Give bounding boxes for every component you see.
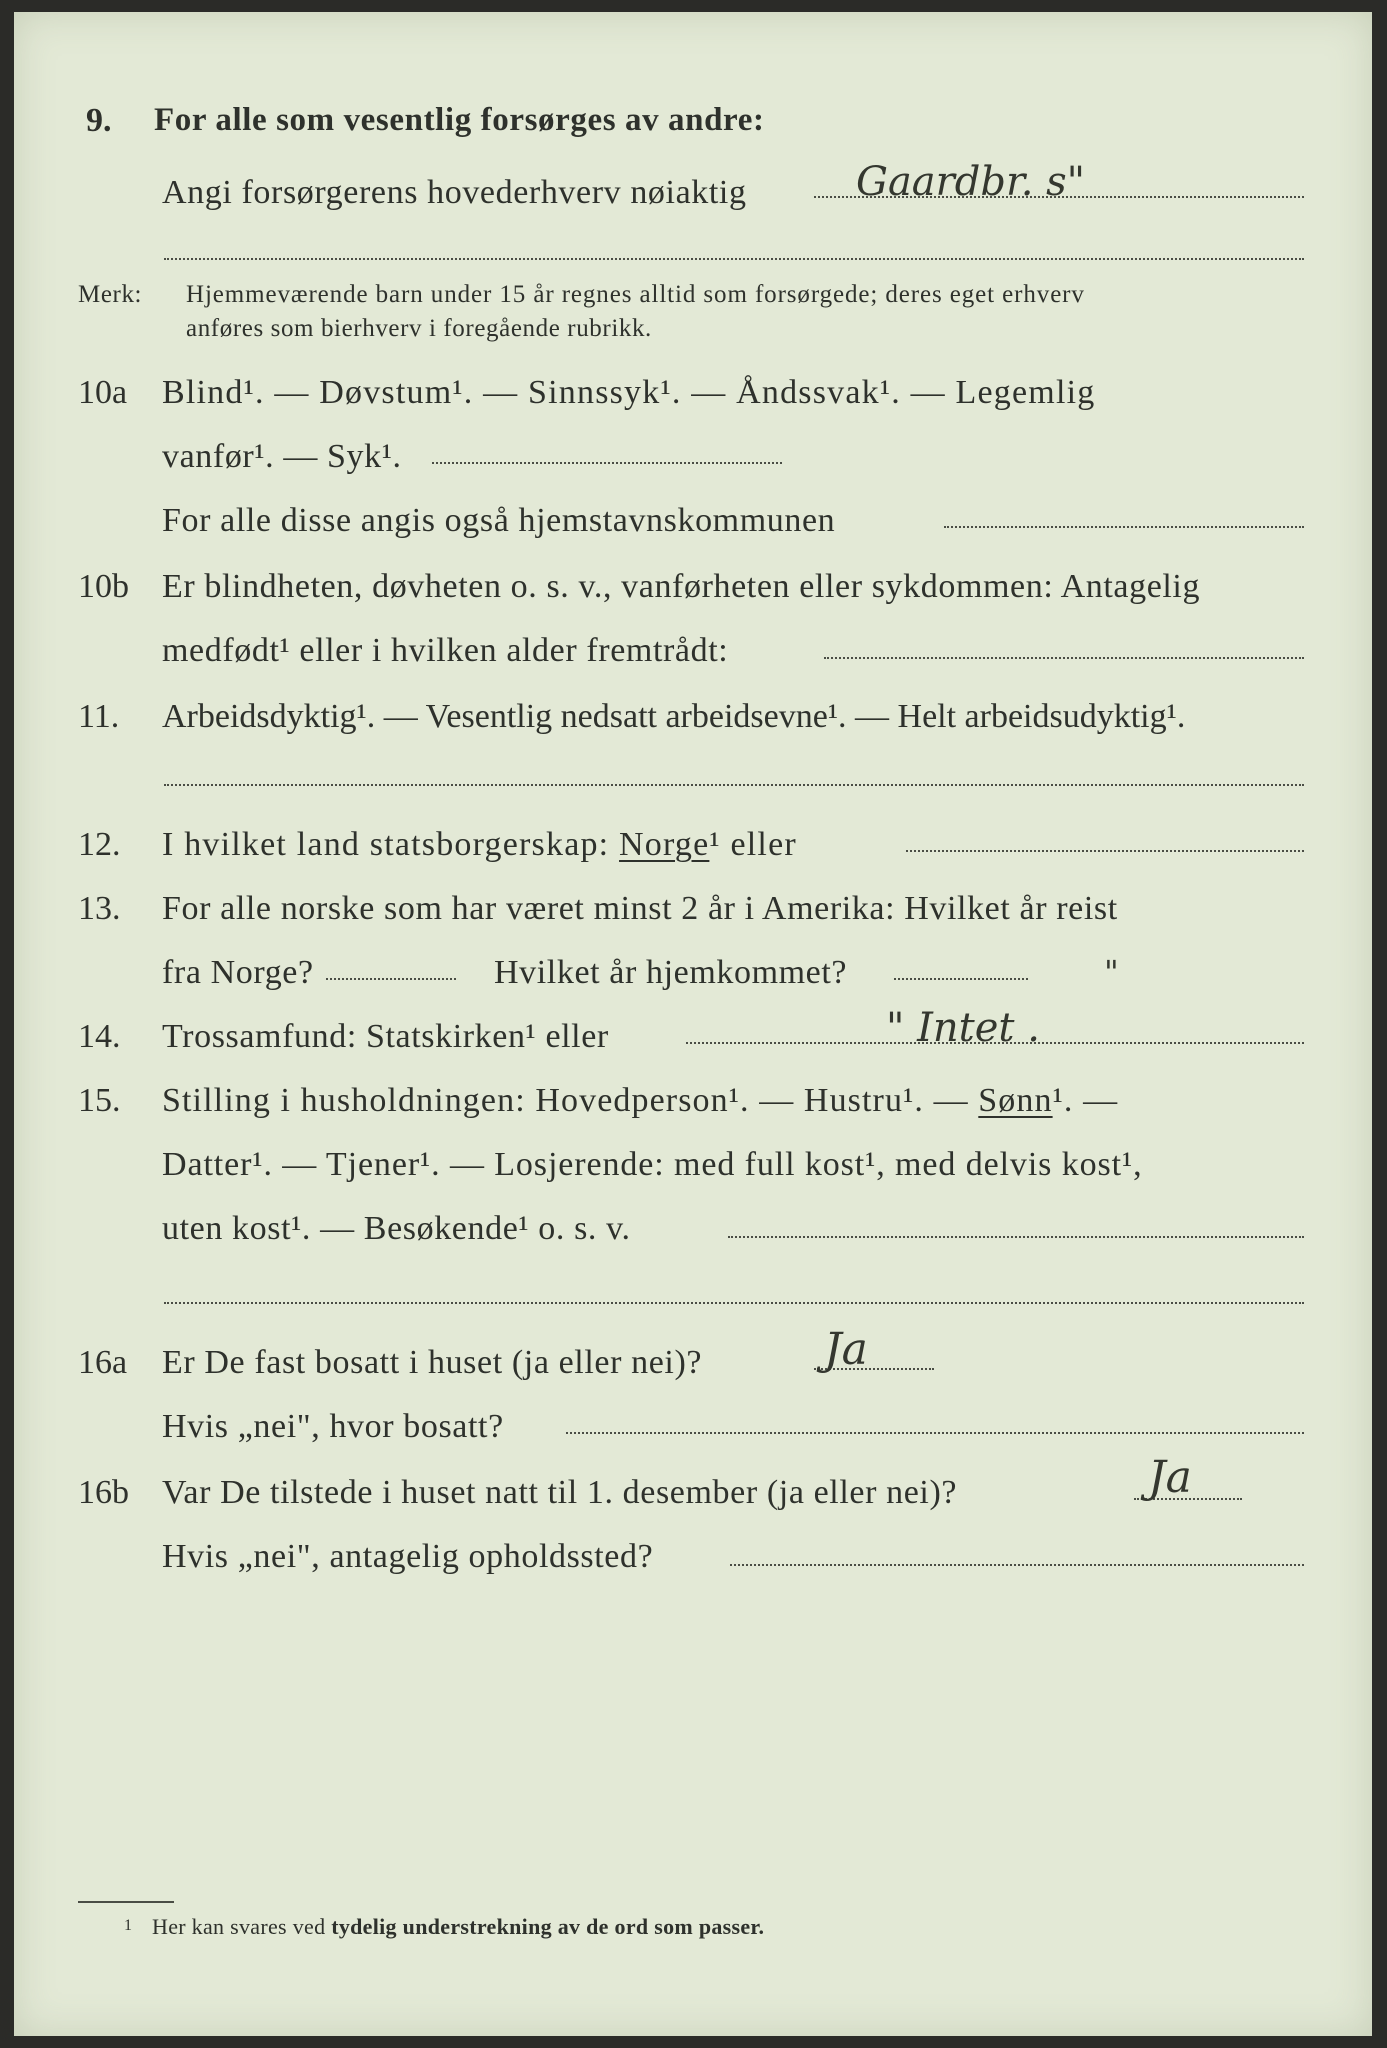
q9-question-line2: Angi forsørgerens hovederhverv nøiaktig — [162, 174, 747, 211]
q12-number: 12. — [78, 826, 121, 863]
q15-extra-line — [164, 1302, 1304, 1304]
q16b-number: 16b — [78, 1474, 129, 1511]
q13-hjemkommet-line — [894, 978, 1028, 980]
q11-answer-line — [164, 784, 1304, 786]
footnote-mark: 1 — [124, 1917, 133, 1934]
q16a-handwritten-answer: Ja — [824, 1324, 868, 1375]
q13-line1: For alle norske som har været minst 2 år i Amerika: Hvilket år reist — [162, 890, 1118, 927]
q15-line1b: ¹. — — [1052, 1082, 1119, 1119]
q10a-line3: For alle disse angis også hjemstavnskommunen — [162, 502, 836, 539]
q9-question-line1: For alle som vesentlig forsørges av andre: — [154, 102, 765, 138]
q11-line1: Arbeidsdyktig¹. — Vesentlig nedsatt arbeidsevne¹. — Helt arbeidsudyktig¹. — [162, 698, 1186, 735]
q16b-line1: Var De tilstede i huset natt til 1. desember (ja eller nei)? — [162, 1474, 958, 1511]
q12-answer-line — [906, 850, 1304, 852]
footnote-rule — [78, 1901, 174, 1903]
q15-underlined-sonn: Sønn — [978, 1082, 1053, 1119]
q16b-handwritten-answer: Ja — [1148, 1452, 1192, 1503]
q9-number: 9. — [86, 102, 112, 139]
q15-line3: uten kost¹. — Besøkende¹ o. s. v. — [162, 1210, 631, 1247]
merk-line1: Hjemmeværende barn under 15 år regnes alltid som forsørgede; deres eget erhverv — [186, 281, 1085, 308]
footnote-plain: Her kan svares ved — [152, 1914, 326, 1939]
q15-answer-line — [728, 1236, 1304, 1238]
q15-line2: Datter¹. — Tjener¹. — Losjerende: med full kost¹, med delvis kost¹, — [162, 1146, 1143, 1183]
q14-line1: Trossamfund: Statskirken¹ eller — [162, 1018, 609, 1055]
q12-underlined-norge: Norge — [619, 826, 710, 863]
q14-handwritten-answer: " Intet . — [886, 1005, 1040, 1051]
q10a-line1: Blind¹. — Døvstum¹. — Sinnssyk¹. — Åndssvak¹. — Legemlig — [162, 374, 1096, 411]
q10a-number: 10a — [78, 374, 128, 411]
merk-label: Merk: — [78, 281, 143, 308]
q15-number: 15. — [78, 1082, 121, 1119]
q13-line2b: Hvilket år hjemkommet? — [494, 954, 848, 991]
q9-extra-line — [164, 258, 1304, 260]
q10b-number: 10b — [78, 568, 129, 605]
q15-line1 — [162, 1084, 1118, 1118]
census-form-page — [14, 12, 1372, 2036]
q10b-line2: medfødt¹ eller i hvilken alder fremtrådt: — [162, 632, 729, 669]
q15-line1a: Stilling i husholdningen: Hovedperson¹. — Hustru¹. — — [162, 1082, 969, 1119]
q10a-line2: vanfør¹. — Syk¹. — [162, 438, 402, 475]
q12-line1 — [162, 828, 797, 862]
q16b-opholdssted-line — [730, 1564, 1304, 1566]
q16b-line2: Hvis „nei", antagelig opholdssted? — [162, 1538, 654, 1575]
q10a-hjemstavn-line — [944, 526, 1304, 528]
q13-number: 13. — [78, 890, 121, 927]
footnote-text — [152, 1916, 764, 1938]
q16a-line1: Er De fast bosatt i huset (ja eller nei)? — [162, 1344, 703, 1381]
q9-handwritten-answer: Gaardbr. s" — [856, 159, 1086, 205]
q14-number: 14. — [78, 1018, 121, 1055]
footnote-bold: tydelig understrekning av de ord som passer. — [331, 1914, 765, 1939]
q10b-line1: Er blindheten, døvheten o. s. v., vanførheten eller sykdommen: Antagelig — [162, 568, 1201, 605]
q13-reist-line — [326, 978, 456, 980]
merk-line2: anføres som bierhverv i foregående rubrikk. — [186, 315, 652, 342]
q12-prefix: I hvilket land statsborgerskap: — [162, 826, 610, 863]
q13-line2a: fra Norge? — [162, 954, 314, 991]
q12-suffix: ¹ eller — [709, 826, 797, 863]
q11-number: 11. — [78, 698, 120, 735]
q10a-syk-line — [432, 462, 782, 464]
q13-handwritten-answer: " — [1104, 953, 1119, 991]
q16a-number: 16a — [78, 1344, 128, 1381]
q10b-answer-line — [824, 657, 1304, 659]
q16a-bosatt-line — [566, 1432, 1304, 1434]
q16a-line2: Hvis „nei", hvor bosatt? — [162, 1408, 504, 1445]
